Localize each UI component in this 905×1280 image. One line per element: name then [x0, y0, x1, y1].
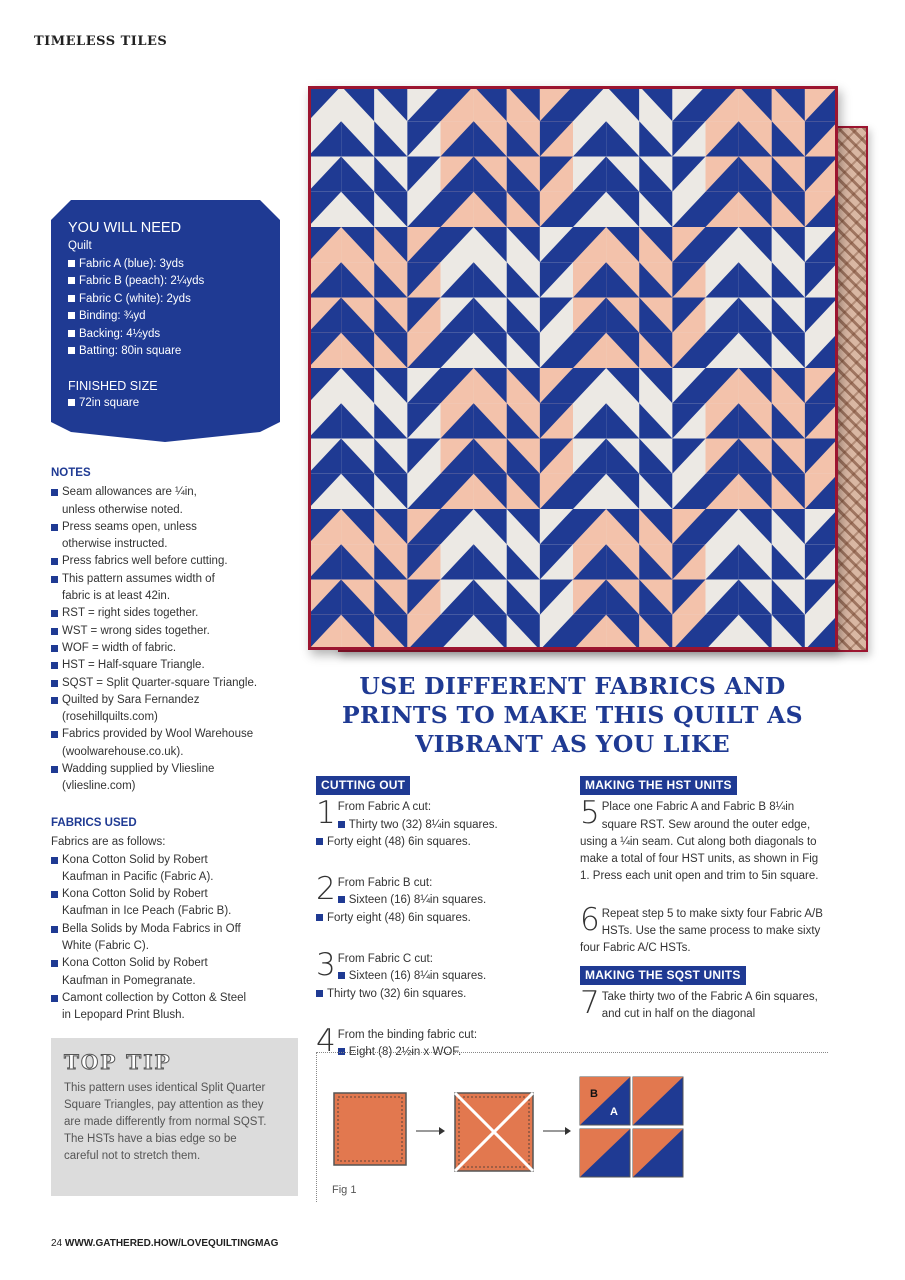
- arrow-icon: [416, 1127, 445, 1135]
- need-list: [68, 256, 273, 361]
- step-lead: From Fabric A cut:: [337, 801, 432, 814]
- fig-square-sewn: [334, 1093, 406, 1165]
- sqst-step-7: [580, 984, 830, 1024]
- step-lead: From Fabric B cut:: [337, 877, 433, 890]
- note-item: Quilted by Sara Fernandez (rosehillquilts.com): [51, 692, 231, 727]
- arrow-icon: [543, 1127, 571, 1135]
- step-line: Eight (8) 2½in x WOF.: [316, 1044, 561, 1061]
- footer: [51, 1238, 278, 1249]
- need-item: Fabric B (peach): 2¼yds: [68, 273, 273, 291]
- need-subtitle: Quilt: [68, 240, 92, 252]
- note-item: Seam allowances are ¼in, unless otherwise noted.: [51, 484, 221, 519]
- step-number: 3: [316, 947, 336, 984]
- step-line: Forty eight (48) 6in squares.: [316, 910, 561, 927]
- fabric-a-label: A: [610, 1106, 618, 1118]
- need-item: Binding: ¾yd: [68, 308, 273, 326]
- step-number: 5: [580, 795, 600, 832]
- finished-size-item: 72in square: [68, 395, 273, 413]
- headline: USE DIFFERENT FABRICS AND PRINTS TO MAKE THIS QUILT AS VIBRANT AS YOU LIKE: [342, 672, 803, 758]
- running-head: TIMELESS TILES: [34, 34, 168, 49]
- quilt-photo: [308, 86, 873, 658]
- fabric-b-label: B: [590, 1088, 598, 1100]
- top-tip-box: [51, 1038, 298, 1196]
- step-lead: From the binding fabric cut:: [337, 1028, 478, 1041]
- note-item: This pattern assumes width of fabric is at least 42in.: [51, 571, 241, 606]
- cutting-out-label: CUTTING OUT: [316, 776, 410, 795]
- cutting-step-1: [316, 795, 561, 851]
- cutting-step-3: [316, 947, 561, 1003]
- fabric-item: Kona Cotton Solid by Robert Kaufman in Pomegranate.: [51, 955, 241, 990]
- fabrics-title: FABRICS USED: [51, 817, 137, 829]
- fabrics-section: [51, 815, 291, 1025]
- fabric-item: Kona Cotton Solid by Robert Kaufman in Pacific (Fabric A).: [51, 852, 241, 887]
- need-item: Batting: 80in square: [68, 343, 273, 361]
- fabric-item: Camont collection by Cotton & Steel in Lepopard Print Blush.: [51, 990, 256, 1025]
- top-tip-body: This pattern uses identical Split Quarter Square Triangles, pay attention as they are made differently from normal SQST. The HSTs have a bias edge so be careful not to stretch them.: [64, 1082, 267, 1162]
- step-number: 7: [580, 984, 600, 1021]
- finished-size-title: FINISHED SIZE: [68, 378, 158, 393]
- need-item: Fabric A (blue): 3yds: [68, 256, 273, 274]
- figure-1: [316, 1052, 828, 1202]
- page-number: 24: [51, 1238, 63, 1249]
- step-text: Take thirty two of the Fabric A 6in squares, and cut in half on the diagonal: [601, 990, 818, 1021]
- you-will-need-panel: [51, 200, 280, 442]
- hst-step-6: [580, 901, 830, 958]
- top-tip-title: TOP TIP: [64, 1050, 172, 1074]
- note-item: Fabrics provided by Wool Warehouse (woolwarehouse.co.uk).: [51, 726, 286, 761]
- hst-column: [580, 776, 830, 1048]
- hst-step-5: [580, 795, 830, 885]
- note-item: SQST = Split Quarter-square Triangle.: [51, 675, 291, 692]
- sqst-label: MAKING THE SQST UNITS: [580, 966, 746, 985]
- cutting-step-2: [316, 871, 561, 927]
- notes-title: NOTES: [51, 467, 91, 479]
- figure-1-diagram: [317, 1053, 829, 1203]
- note-item: Press fabrics well before cutting.: [51, 553, 291, 570]
- need-item: Backing: 4½yds: [68, 326, 273, 344]
- quilt-top: [308, 86, 838, 650]
- step-number: 4: [316, 1022, 336, 1059]
- note-item: Wadding supplied by Vliesline (vliesline.com): [51, 761, 251, 796]
- need-title: YOU WILL NEED: [68, 220, 182, 236]
- notes-section: [51, 465, 291, 796]
- fabrics-intro: Fabrics are as follows:: [51, 836, 166, 849]
- step-line: Sixteen (16) 8¼in squares.: [316, 968, 561, 985]
- step-number: 6: [580, 901, 600, 938]
- step-text: Repeat step 5 to make sixty four Fabric A/B HSTs. Use the same process to make sixty four Fabric A/C HSTs.: [580, 907, 823, 955]
- figure-label: Fig 1: [332, 1184, 357, 1196]
- step-line: Thirty two (32) 8¼in squares.: [316, 817, 561, 834]
- note-item: Press seams open, unless otherwise instructed.: [51, 519, 221, 554]
- footer-url: WWW.GATHERED.HOW/LOVEQUILTINGMAG: [64, 1238, 279, 1249]
- fig-hst-units: [580, 1077, 683, 1177]
- step-text: Place one Fabric A and Fabric B 8¼in square RST. Sew around the outer edge, using a ¼in seam. Cut along both diagonals to make a total of four HST units, as shown in Fig 1. Press each unit open and trim to 5in square.: [580, 801, 819, 883]
- step-number: 1: [316, 795, 336, 832]
- step-line: Forty eight (48) 6in squares.: [316, 834, 561, 851]
- fig-square-cut: [455, 1093, 533, 1171]
- step-number: 2: [316, 871, 336, 908]
- note-item: WST = wrong sides together.: [51, 623, 291, 640]
- note-item: RST = right sides together.: [51, 605, 291, 622]
- note-item: WOF = width of fabric.: [51, 640, 291, 657]
- hst-label: MAKING THE HST UNITS: [580, 776, 737, 795]
- step-line: Thirty two (32) 6in squares.: [316, 986, 561, 1003]
- need-item: Fabric C (white): 2yds: [68, 291, 273, 309]
- fabric-item: Kona Cotton Solid by Robert Kaufman in Ice Peach (Fabric B).: [51, 886, 256, 921]
- step-line: Sixteen (16) 8¼in squares.: [316, 892, 561, 909]
- note-item: HST = Half-square Triangle.: [51, 657, 291, 674]
- step-lead: From Fabric C cut:: [337, 953, 433, 966]
- fabric-item: Bella Solids by Moda Fabrics in Off White (Fabric C).: [51, 921, 251, 956]
- cutting-out-column: [316, 776, 561, 1086]
